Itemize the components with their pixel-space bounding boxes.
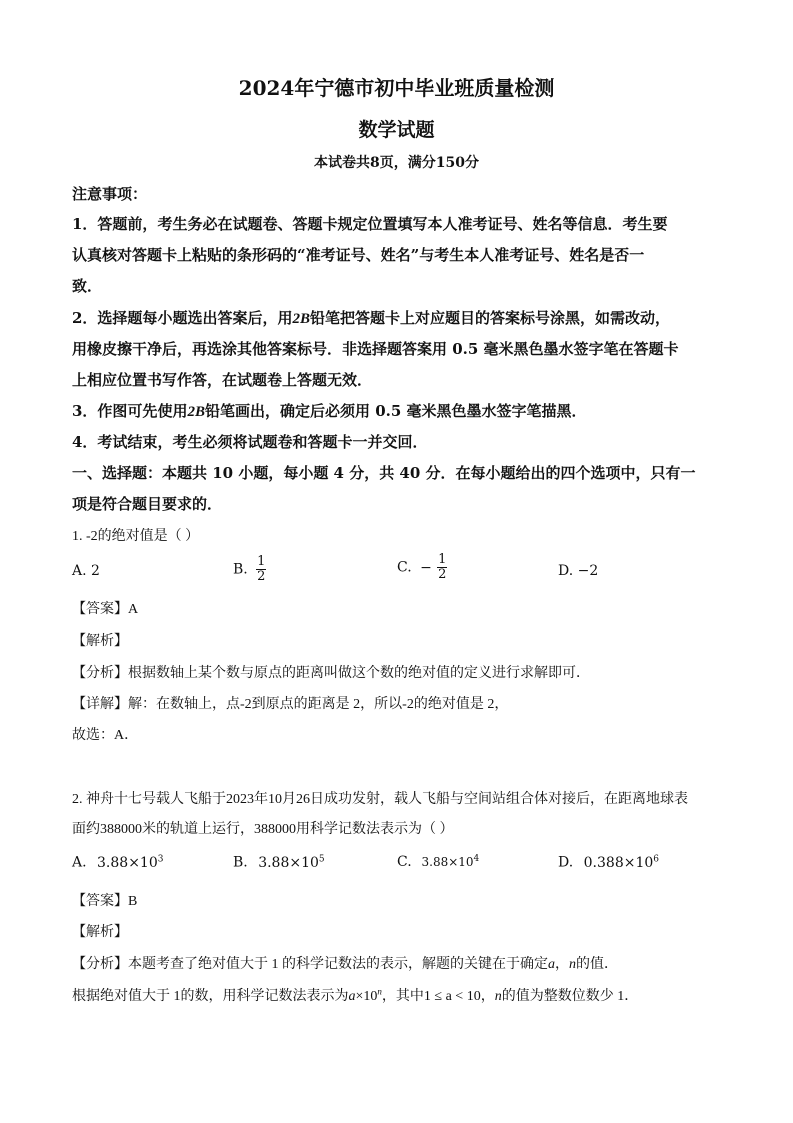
notes-heading: 注意事项： bbox=[72, 185, 148, 203]
q2-fenxi-var-n: n bbox=[569, 957, 576, 972]
q1-stem: 1. -2的绝对值是（ ） bbox=[72, 529, 200, 544]
q2-option-c bbox=[397, 854, 479, 870]
q1-choice: 故选：A． bbox=[72, 728, 139, 743]
q1-option-b-fraction bbox=[256, 555, 266, 584]
q2-rule-range: 1 ≤ a < 10 bbox=[423, 989, 481, 1004]
q2-rule-text-d: 的值为整数位数少 1． bbox=[501, 989, 639, 1004]
q2-a-base: 3.88×10 bbox=[97, 854, 158, 871]
note-2-pencil: 2B bbox=[292, 311, 310, 327]
q2-fenxi bbox=[72, 953, 618, 973]
note-2-line-1 bbox=[72, 307, 670, 328]
q2-c-base: 3.88×10 bbox=[421, 855, 474, 869]
exam-info: 本试卷共8页，满分150分 bbox=[314, 155, 479, 171]
q2-fenxi-sep: ， bbox=[555, 957, 569, 972]
q1-option-a: A. 2 bbox=[72, 563, 100, 579]
q2-option-b bbox=[233, 854, 325, 871]
q2-rule-text-a: 根据绝对值大于 1的数，用科学记数法表示为 bbox=[72, 989, 349, 1004]
q1-answer: 【答案】A bbox=[72, 602, 139, 617]
section-1-line-1: 一、选择题：本题共 10 小题，每小题 4 分，共 40 分．在每小题给出的四个选项中，只有一 bbox=[72, 464, 696, 482]
q1-option-b-label: B. bbox=[233, 561, 248, 578]
q2-option-d-label: D. bbox=[558, 854, 574, 871]
note-2-line-3: 上相应位置书写作答，在试题卷上答题无效． bbox=[72, 371, 373, 389]
q2-rule-var-n: n bbox=[494, 989, 502, 1004]
q2-c-exponent: 4 bbox=[473, 854, 480, 864]
q2-rule-var-a: a bbox=[348, 989, 356, 1004]
q2-d-exponent: 6 bbox=[653, 854, 659, 864]
exam-subject: 数学试题 bbox=[358, 119, 435, 141]
q2-rule bbox=[72, 985, 638, 1005]
note-3-text-b: 铅笔画出，确定后必须用 0.5 毫米黑色墨水签字笔描黑． bbox=[204, 402, 587, 420]
q2-answer: 【答案】B bbox=[72, 894, 138, 909]
q2-option-c-value bbox=[422, 855, 480, 869]
q2-rule-expression bbox=[348, 986, 382, 1004]
q1-option-c-fraction bbox=[437, 553, 447, 582]
q2-b-exponent: 5 bbox=[318, 854, 325, 864]
q2-stem-line-1: 2. 神舟十七号载人飞船于2023年10月26日成功发射，载人飞船与空间站组合体对接后，在距离地球表 bbox=[72, 792, 688, 807]
note-3-text-a: 3．作图可先使用 bbox=[72, 402, 188, 420]
q2-option-a-value bbox=[97, 855, 163, 871]
q1-xiangjie: 【详解】解：在数轴上，点-2到原点的距离是 2，所以-2的绝对值是 2， bbox=[72, 697, 509, 712]
exam-title: 2024年宁德市初中毕业班质量检测 bbox=[238, 76, 555, 100]
q2-option-d-value bbox=[584, 855, 659, 871]
section-1-line-2: 项是符合题目要求的． bbox=[72, 495, 223, 513]
q1-fenxi: 【分析】根据数轴上某个数与原点的距离叫做这个数的绝对值的定义进行求解即可． bbox=[72, 666, 590, 681]
note-1-line-1: 1．答题前，考生务必在试题卷、答题卡规定位置填写本人准考证号、姓名等信息．考生要 bbox=[72, 215, 668, 233]
note-1-line-3: 致． bbox=[72, 277, 103, 295]
q1-option-b bbox=[233, 555, 266, 584]
q1-option-c-label: C. bbox=[397, 559, 412, 576]
note-3 bbox=[72, 400, 587, 421]
q2-rule-exponent: n bbox=[377, 986, 382, 997]
q2-option-c-label: C. bbox=[397, 854, 412, 870]
note-3-pencil: 2B bbox=[187, 404, 205, 420]
q2-b-base: 3.88×10 bbox=[258, 854, 319, 871]
q2-analysis-heading: 【解析】 bbox=[72, 925, 128, 940]
q1-b-numerator: 1 bbox=[257, 554, 266, 569]
note-1-line-2: 认真核对答题卡上粘贴的条形码的“准考证号、姓名”与考生本人准考证号、姓名是否一 bbox=[72, 246, 645, 264]
q2-rule-text-c: ， bbox=[480, 989, 495, 1004]
q1-c-numerator: 1 bbox=[438, 552, 447, 567]
q2-fenxi-text-a: 【分析】本题考查了绝对值大于 1 的科学记数法的表示，解题的关键在于确定 bbox=[72, 957, 548, 972]
q1-option-c-sign: − bbox=[420, 559, 432, 576]
q1-option-d: D. −2 bbox=[558, 563, 599, 579]
note-2-text-b: 铅笔把答题卡上对应题目的答案标号涂黑，如需改动， bbox=[309, 309, 670, 327]
q2-fenxi-text-b: 的值． bbox=[576, 957, 618, 972]
note-4: 4．考试结束，考生必须将试题卷和答题卡一并交回． bbox=[72, 433, 428, 451]
q1-option-c bbox=[397, 553, 447, 582]
q2-rule-base: ×10 bbox=[355, 989, 378, 1004]
q1-b-denominator: 2 bbox=[257, 569, 266, 584]
q2-option-b-value bbox=[258, 855, 324, 871]
q1-analysis-heading: 【解析】 bbox=[72, 634, 128, 649]
q2-d-base: 0.388×10 bbox=[583, 854, 654, 871]
q2-rule-text-b: ，其中 bbox=[381, 989, 424, 1004]
q2-option-b-label: B. bbox=[233, 854, 248, 871]
q1-c-denominator: 2 bbox=[438, 567, 447, 582]
q2-a-exponent: 3 bbox=[157, 854, 164, 864]
note-2-line-2: 用橡皮擦干净后，再选涂其他答案标号．非选择题答案用 0.5 毫米黑色墨水签字笔在答题卡 bbox=[72, 340, 679, 358]
q2-stem-line-2: 面约388000米的轨道上运行，388000用科学记数法表示为（ ） bbox=[72, 822, 454, 837]
q2-option-a bbox=[72, 854, 163, 871]
q2-option-a-label: A. bbox=[72, 854, 87, 871]
note-2-text-a: 2．选择题每小题选出答案后，用 bbox=[72, 309, 293, 327]
q2-option-d bbox=[558, 854, 659, 871]
q2-fenxi-var-a: a bbox=[548, 957, 555, 972]
